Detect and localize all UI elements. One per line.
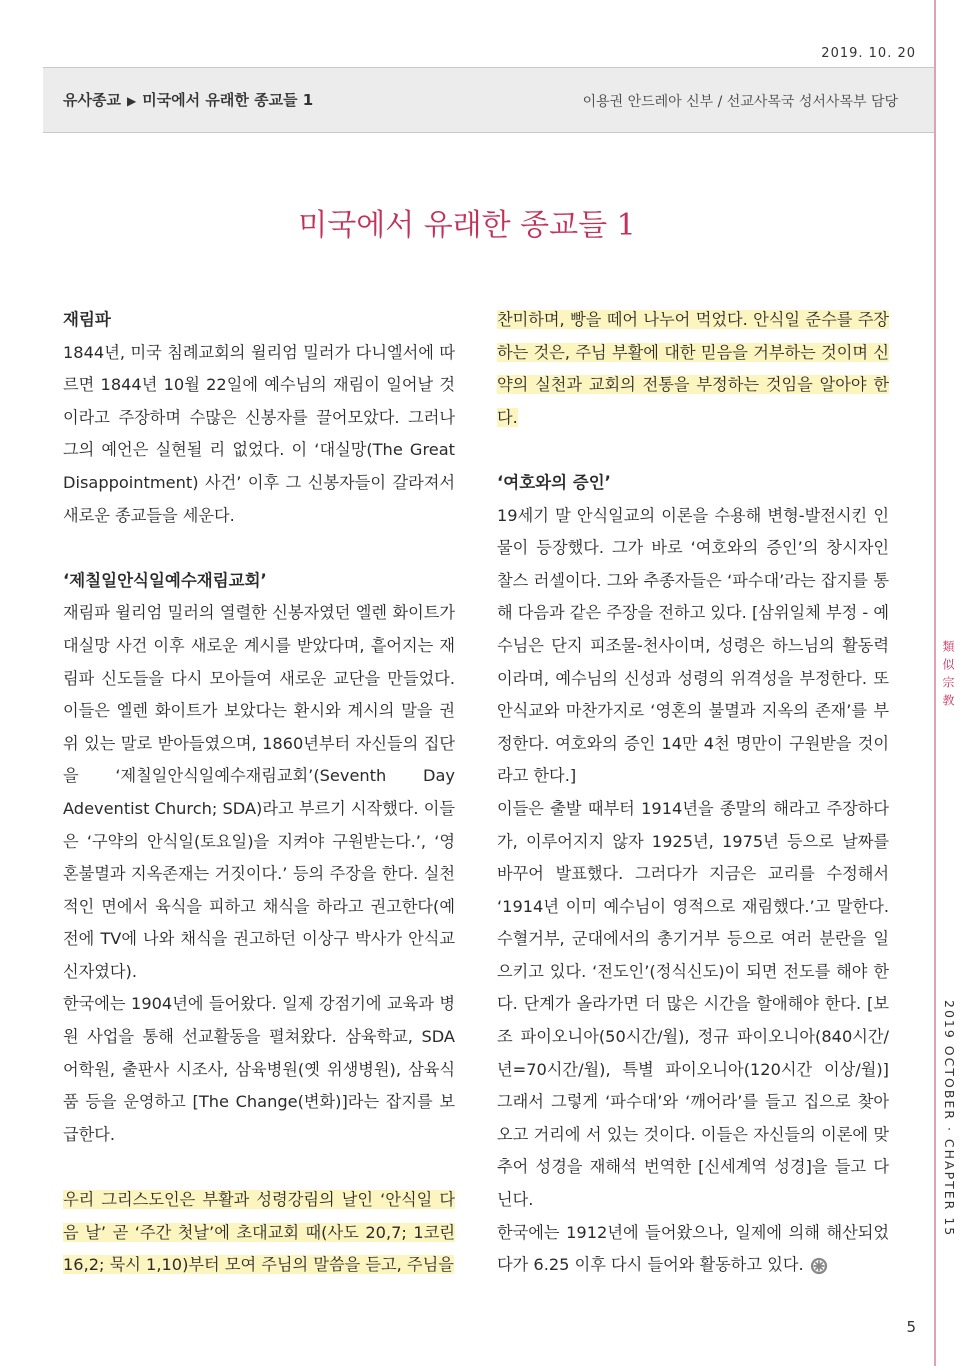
- article-title: 미국에서 유래한 종교들 1: [298, 208, 636, 243]
- breadcrumb-category: 유사종교: [63, 91, 121, 109]
- side-cjk-label: 類似宗教: [941, 640, 955, 712]
- heading-sda: ‘제칠일안식일예수재림교회’: [63, 570, 267, 590]
- paragraph-sda-korea: 한국에는 1904년에 들어왔다. 일제 강점기에 교육과 병원 사업을 통해 선교활동을 펼쳐왔다. 삼육학교, SDA 어학원, 출판사 시조사, 삼육병원(옛 위생병원), 삼육식품 등을 운영하고 [The Change(변화)]라는 잡지를 보급한다.: [63, 994, 455, 1144]
- author-credit: 이용권 안드레아 신부 / 선교사목국 성서사목부 담당: [582, 94, 898, 110]
- triangle-right-icon: ▶: [126, 94, 137, 108]
- end-mark-icon: [810, 1257, 828, 1275]
- highlight-sabbath-2: 찬미하며, 빵을 떼어 나누어 먹었다. 안식일 준수를 주장하는 것은, 주님 부활에 대한 믿음을 거부하는 것이며 신약의 실천과 교회의 전통을 부정하는 것임을 알아야 한다.: [497, 310, 889, 427]
- issue-date: 2019. 10. 20: [821, 46, 916, 61]
- highlight-sabbath-1: 우리 그리스도인은 부활과 성령강림의 날인 ‘안식일 다음 날’ 곧 ‘주간 첫날’에 초대교회 때(사도 20,7; 1코린 16,2; 묵시 1,10)부터 모여 주님의 말씀을 듣고, 주님을: [63, 1190, 455, 1275]
- paragraph-jehovah-claims: 이들은 출발 때부터 1914년을 종말의 해라고 주장하다가, 이루어지지 않자 1925년, 1975년 등으로 날짜를 바꾸어 발표했다. 그러다가 지금은 교리를 수정해서 ‘1914년 이미 예수님이 영적으로 재림했다.’고 말한다. 수혈거부, 군대에서의 총기거부 등으로 여러 분란을 일으키고 있다. ‘전도인’(정식신도)이 되면 전도를 해야 한다. 단계가 올라가면 더 많은 시간을 할애해야 한다. [보조 파이오니아(50시간/월), 정규 파이오니아(840시간/년=70시간/월), 특별 파이오니아(120시간 이상/월)] 그래서 그렇게 ‘파수대’와 ‘깨어라’를 들고 집으로 찾아오고 거리에 서 있는 것이다. 이들은 자신들의 이론에 맞추어 성경을 재해석 번역한 [신세계역 성경]을 들고 다닌다.: [497, 798, 889, 1210]
- paragraph-jehovah-korea: 한국에는 1912년에 들어왔으나, 일제에 의해 해산되었다가 6.25 이후 다시 들어와 활동하고 있다.: [497, 1222, 889, 1275]
- breadcrumb: [63, 89, 313, 110]
- paragraph-sda: 재림파 윌리엄 밀러의 열렬한 신봉자였던 엘렌 화이트가 대실망 사건 이후 새로운 계시를 받았다며, 흩어지는 재림파 신도들을 다시 모아들여 새로운 교단을 만들었다. 이들은 엘렌 화이트가 보았다는 환시와 계시의 말을 권위 있는 말로 받아들였으며, 1860년부터 자신들의 집단을 ‘제칠일안식일예수재림교회’(Seventh Day Adeventist Church; SDA)라고 부르기 시작했다. 이들은 ‘구약의 안식일(토요일)을 지켜야 구원받는다.’, ‘영혼불멸과 지옥존재는 거짓이다.’ 등의 주장을 한다. 실천적인 면에서 육식을 피하고 채식을 하라고 권고한다(예전에 TV에 나와 채식을 권고하던 이상구 박사가 안식교 신자였다).: [63, 603, 455, 981]
- heading-jehovah: ‘여호와의 증인’: [497, 472, 611, 492]
- heading-adventism: 재림파: [63, 310, 111, 329]
- side-issue-label: 2019 OCTOBER · CHAPTER 15: [942, 1000, 957, 1238]
- paragraph-jehovah: 19세기 말 안식일교의 이론을 수용해 변형-발전시킨 인물이 등장했다. 그가 바로 ‘여호와의 증인’의 창시자인 찰스 러셀이다. 그와 추종자들은 ‘파수대’라는 잡지를 통해 다음과 같은 주장을 전하고 있다. [삼위일체 부정 - 예수님은 단지 피조물-천사이며, 성령은 하느님의 활동력이라며, 예수님의 신성과 성령의 위격성을 부정한다. 또 안식교와 마찬가지로 ‘영혼의 불멸과 지옥의 존재’를 부정한다. 여호와의 증인 14만 4천 명만이 구원받을 것이라고 한다.]: [497, 505, 889, 786]
- page-number: 5: [906, 1318, 916, 1336]
- breadcrumb-topic: 미국에서 유래한 종교들 1: [142, 91, 314, 109]
- paragraph-adventism: 1844년, 미국 침례교회의 윌리엄 밀러가 다니엘서에 따르면 1844년 10월 22일에 예수님의 재림이 일어날 것이라고 주장하며 수많은 신봉자를 끌어모았다. 그러나 그의 예언은 실현될 리 없었다. 이 ‘대실망(The Great Disappointment) 사건’ 이후 그 신봉자들이 갈라져서 새로운 종교들을 세운다.: [63, 342, 455, 525]
- right-column: [497, 304, 889, 1282]
- side-rule: [934, 0, 936, 1366]
- section-header: [43, 67, 934, 133]
- left-column: [63, 304, 455, 1282]
